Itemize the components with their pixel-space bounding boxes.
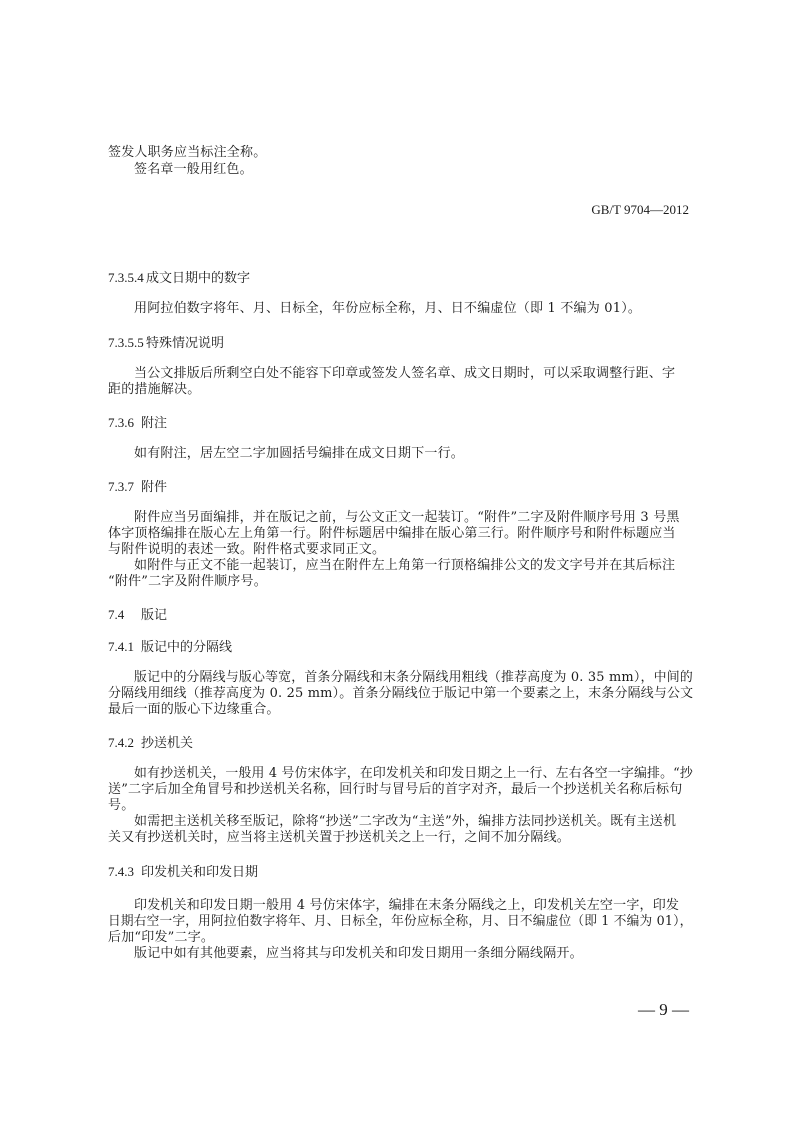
page-number: — 9 —: [638, 1000, 689, 1019]
section-number: 7.3.5.4: [108, 270, 144, 285]
section-number: 7.4.3: [108, 864, 134, 879]
section-number: 7.3.6: [108, 415, 134, 430]
body-line: 如需把主送机关移至版记，除将“抄送”二字改为“主送”外，编排方法同抄送机关。既有主送机: [134, 814, 677, 829]
body-line: “附件”二字及附件顺序号。: [108, 574, 267, 589]
section-title: 版记: [141, 608, 168, 623]
body-line: 签名章一般用红色。: [134, 162, 253, 177]
body-line: 后加“印发”二字。: [108, 930, 215, 945]
standard-code: GB/T 9704—2012: [591, 202, 689, 217]
body-line: 附件应当另面编排，并在版记之前，与公文正文一起装订。“附件”二字及附件顺序号用 3 号黑: [134, 510, 680, 525]
body-line: 日期右空一字，用阿拉伯数字将年、月、日标全，年份应标全称，月、日不编虚位（即 1 不编为 01），: [108, 914, 693, 929]
body-line: 版记中如有其他要素，应当将其与印发机关和印发日期用一条细分隔线隔开。: [134, 946, 583, 961]
section-title: 附注: [141, 416, 168, 431]
body-line: 与附件说明的表述一致。附件格式要求同正文。: [108, 542, 386, 557]
body-line: 如有附注，居左空二字加圆括号编排在成文日期下一行。: [134, 446, 465, 461]
body-line: 最后一面的版心下边缘重合。: [108, 702, 280, 717]
section-number: 7.3.5.5: [108, 335, 144, 350]
section-number: 7.4: [108, 607, 125, 622]
section-heading-7-3-7: [108, 479, 167, 496]
section-heading-7-4: [108, 607, 167, 624]
section-heading-7-3-6: [108, 415, 167, 432]
section-title: 附件: [141, 480, 168, 495]
section-number: 7.4.1: [108, 639, 134, 654]
section-heading-7-3-5-5: [108, 335, 224, 352]
body-line: 号。: [108, 798, 135, 813]
body-line: 如附件与正文不能一起装订，应当在附件左上角第一行顶格编排公文的发文字号并在其后标注: [134, 558, 676, 573]
body-line: 关又有抄送机关时，应当将主送机关置于抄送机关之上一行，之间不加分隔线。: [108, 830, 571, 845]
body-line: 分隔线用细线（推荐高度为 0. 25 mm）。首条分隔线位于版记中第一个要素之上，末条分隔线与公文: [108, 686, 694, 701]
section-heading-7-3-5-4: [108, 270, 250, 287]
body-line: 签发人职务应当标注全称。: [108, 145, 267, 160]
body-line: 当公文排版后所剩空白处不能容下印章或签发人签名章、成文日期时，可以采取调整行距、字: [134, 366, 676, 381]
section-title: 版记中的分隔线: [141, 640, 233, 655]
section-title: 特殊情况说明: [146, 336, 225, 351]
section-heading-7-4-3: [108, 864, 258, 881]
section-title: 印发机关和印发日期: [141, 865, 259, 880]
body-line: 送”二字后加全角冒号和抄送机关名称，回行时与冒号后的首字对齐，最后一个抄送机关名称后标句: [108, 782, 683, 797]
body-line: 如有抄送机关，一般用 4 号仿宋体字，在印发机关和印发日期之上一行、左右各空一字编排。“抄: [134, 766, 693, 781]
section-title: 抄送机关: [141, 736, 194, 751]
body-line: 版记中的分隔线与版心等宽，首条分隔线和末条分隔线用粗线（推荐高度为 0. 35 mm），中间的: [134, 670, 693, 685]
body-line: 距的措施解决。: [108, 382, 201, 397]
section-title: 成文日期中的数字: [146, 271, 251, 286]
body-line: 用阿拉伯数字将年、月、日标全，年份应标全称，月、日不编虚位（即 1 不编为 01）。: [134, 301, 642, 316]
section-heading-7-4-1: [108, 639, 232, 656]
section-heading-7-4-2: [108, 735, 193, 752]
section-number: 7.4.2: [108, 735, 134, 750]
body-line: 体字顶格编排在版心左上角第一行。附件标题居中编排在版心第三行。附件顺序号和附件标题应当: [108, 526, 676, 541]
body-line: 印发机关和印发日期一般用 4 号仿宋体字，编排在末条分隔线之上，印发机关左空一字，印发: [134, 898, 680, 913]
section-number: 7.3.7: [108, 479, 134, 494]
